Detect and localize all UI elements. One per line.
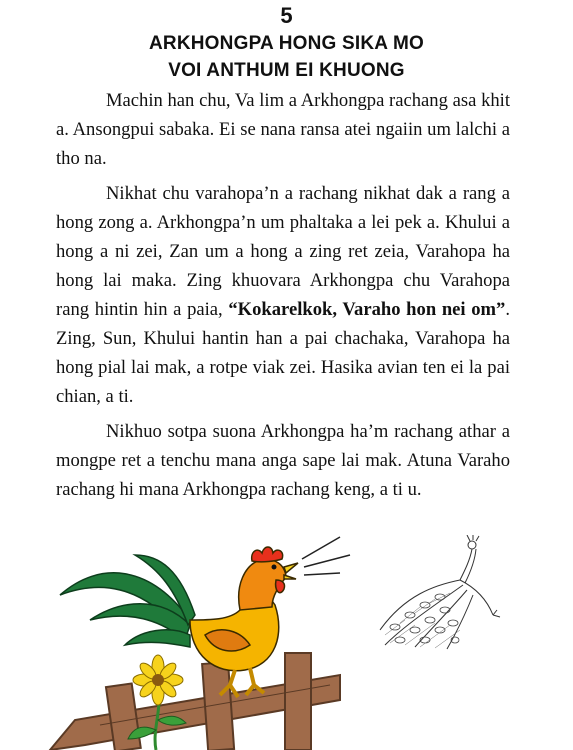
rooster-illustration — [40, 525, 360, 750]
title-line-1: ARKHONGPA HONG SIKA MO — [149, 33, 424, 54]
rooster-tail — [60, 555, 195, 647]
paragraph-1: Machin han chu, Va lim a Arkhongpa rachang asa khit a. Ansongpui sabaka. Ei se nana ransa atei ngaiin um lalchi a tho na. — [56, 90, 510, 169]
title-line-2: VOI ANTHUM EI KHUONG — [168, 60, 405, 81]
rooster-body — [190, 547, 298, 671]
page-number: 5 — [280, 3, 293, 28]
fence — [50, 653, 340, 750]
paragraph-2-start: Nikhat chu varahopa’n a rachang nikhat dak a rang a hong zong a. Arkhongpa’n um phaltaka a lei pek a. Khului a hong a ni zei, Zan um a hong a zing ret zeia, Varahopa ha hong lai maka. Zing khuovara Arkhongpa chu Varahopa rang hintin hin a paia, — [56, 183, 510, 320]
story-body — [56, 86, 510, 504]
crow-sound-lines — [302, 537, 350, 575]
paragraph-2 — [56, 179, 510, 411]
rooster-call-quote: “Kokarelkok, Varaho hon nei om” — [228, 299, 506, 320]
paragraph-3: Nikhuo sotpa suona Arkhongpa ha’m rachang athar a mongpe ret a tenchu mana anga sape lai mak. Atuna Varaho rachang hi mana Arkhongpa rachang keng, a ti u. — [56, 421, 510, 500]
peacock-illustration — [375, 535, 505, 650]
paragraph-2-end: . Zing, Sun, Khului hantin han a pai chachaka, Varahopa ha hong pial lai mak, a rotpe viak zei. Hasika avian ten ei la pai chian, a ti. — [56, 299, 510, 407]
page-title — [0, 30, 573, 84]
